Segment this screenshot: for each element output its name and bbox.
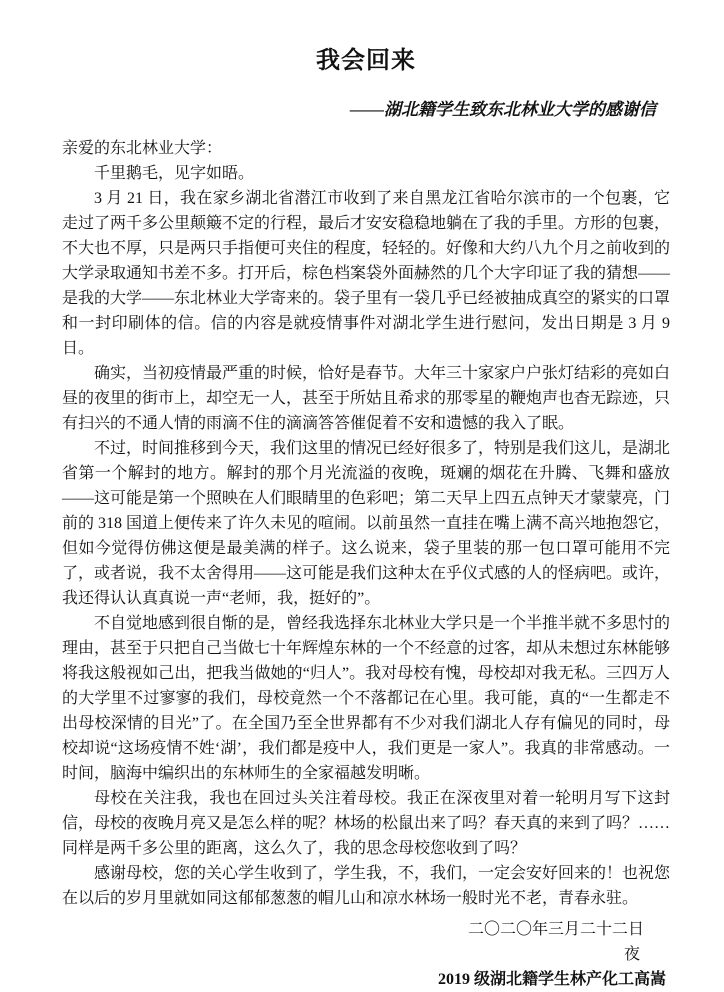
letter-paragraph-epidemic: 确实，当初疫情最严重的时候，恰好是春节。大年三十家家户户张灯结彩的亮如白昼的夜里的街市上，却空无一人，甚至于所姑且希求的那零星的鞭炮声也杳无踪迹，只有扫兴的不通人情的雨滴不住的滴滴答答催促着不安和遗憾的我入了眠。 xyxy=(62,365,671,432)
signature-time: 夜 xyxy=(623,946,640,963)
letter-paragraph-gratitude: 不自觉地感到很自惭的是，曾经我选择东北林业大学只是一个半推半就不多思忖的理由，甚至于只把自己当做七十年辉煌东林的一个不经意的过客，却从未想过东林能够将我这般视如己出，把我当做她的“归人”。我对母校有愧，母校却对我无私。三四万人的大学里不过寥寥的我们，母校竟然一个不落都记在心里。我可能，真的“一生都走不出母校深情的目光”了。在全国乃至全世界都有不少对我们湖北人存有偏见的同时，母校却说“这场疫情不姓‘湖’，我们都是疫中人，我们更是一家人”。我真的非常感动。一时间，脑海中编织出的东林师生的全家福越发明晰。 xyxy=(62,615,671,782)
salutation: 亲爱的东北林业大学： xyxy=(62,140,223,157)
letter-paragraph-package: 3 月 21 日，我在家乡湖北省潜江市收到了来自黑龙江省哈尔滨市的一个包裹，它走过了两千多公里颠簸不定的行程，最后才安安稳稳地躺在了我的手里。方形的包裹，不大也不厚，只是两只手指便可夹住的程度，轻轻的。好像和大约八九个月之前收到的大学录取通知书差不多。打开后，棕色档案袋外面赫然的几个大字印证了我的猜想——是我的大学——东北林业大学寄来的。袋子里有一袋几乎已经被抽成真空的紧实的口罩和一封印刷体的信。信的内容是就疫情事件对湖北学生进行慰问，发出日期是 3 月 9 日。 xyxy=(62,190,671,357)
signature-date: 二〇二〇年三月二十二日 xyxy=(467,921,644,938)
signature-name: 2019 级湖北籍学生林产化工高嵩 xyxy=(437,971,666,988)
signature-block xyxy=(62,917,670,992)
letter-paragraph-longing: 母校在关注我，我也在回过头关注着母校。我正在深夜里对着一轮明月写下这封信，母校的夜晚月亮又是怎么样的呢？林场的松鼠出来了吗？春天真的来到了吗？……同样是两千多公里的距离，这么久了，我的思念母校您收到了吗？ xyxy=(62,790,671,857)
letter-paragraph-closing: 感谢母校，您的关心学生收到了，学生我，不，我们，一定会安好回来的！也祝您在以后的岁月里就如同这郁郁葱葱的帽儿山和凉水林场一般时光不老，青春永驻。 xyxy=(62,865,671,907)
letter-title: 我会回来 xyxy=(316,48,416,74)
letter-paragraph-opening: 千里鹅毛，见字如晤。 xyxy=(94,165,255,182)
letter-paragraph-reopening: 不过，时间推移到今天，我们这里的情况已经好很多了，特别是我们这儿，是湖北省第一个解封的地方。解封的那个月光流溢的夜晚，斑斓的烟花在升腾、飞舞和盛放——这可能是第一个照映在人们眼睛里的色彩吧；第二天早上四五点钟天才蒙蒙亮，门前的 318 国道上便传来了许久未见的喧闹。以前虽然一直挂在嘴上满不高兴地抱怨它，但如今觉得仿佛这便是最美满的样子。这么说来，袋子里装的那一包口罩可能用不完了，或者说，我不太舍得用——这可能是我们这种太在乎仪式感的人的怪病吧。或许，我还得认认真真说一声“老师，我，挺好的”。 xyxy=(62,440,671,607)
letter-subtitle: ——湖北籍学生致东北林业大学的感谢信 xyxy=(350,100,656,119)
